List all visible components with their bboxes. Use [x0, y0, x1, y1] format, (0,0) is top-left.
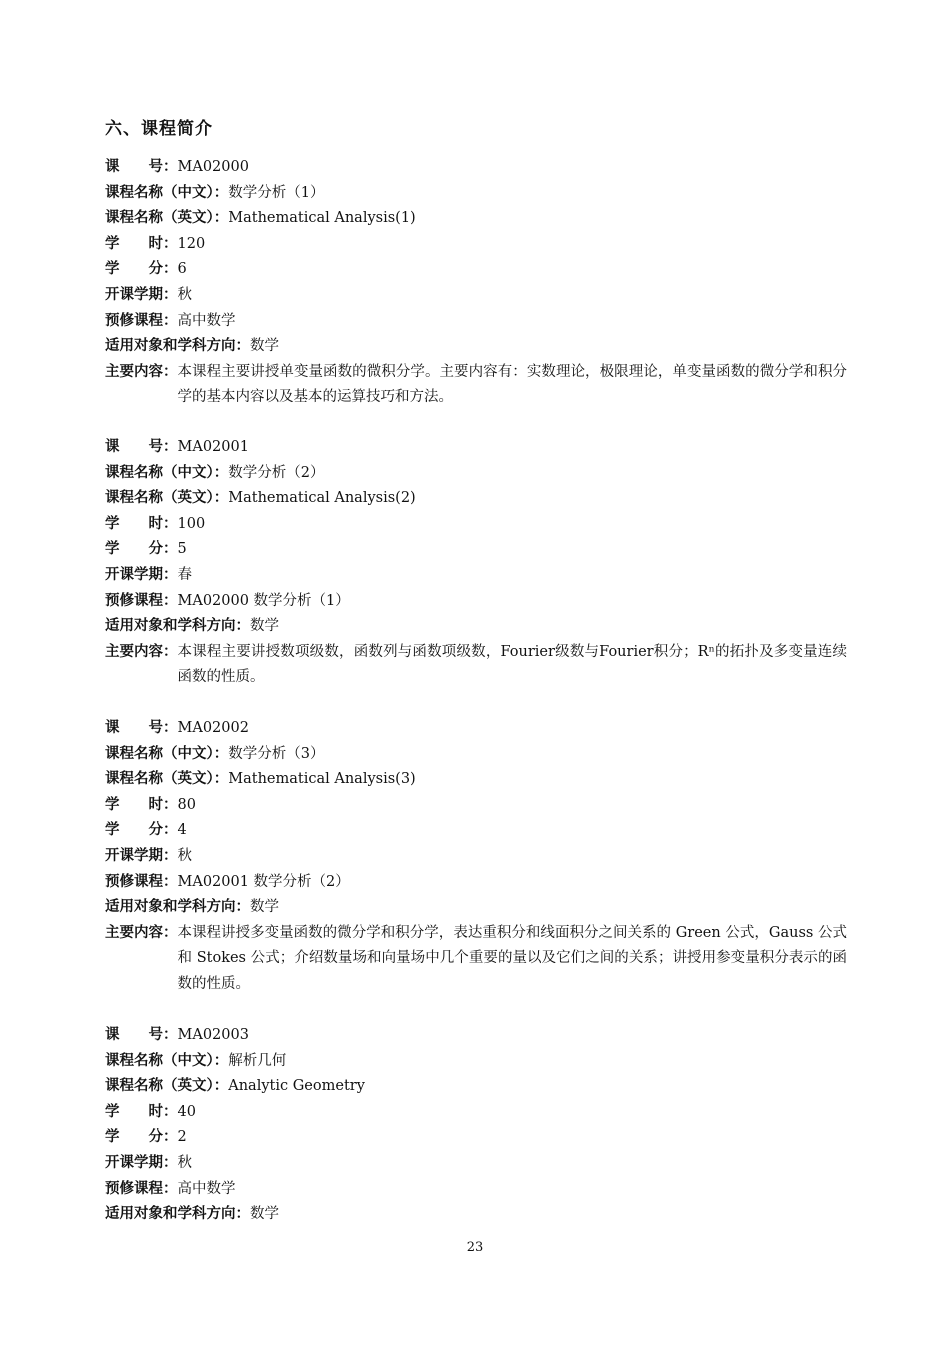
code-label: 课 号： [105, 1027, 178, 1043]
name-cn-label: 课程名称（中文）： [105, 1052, 229, 1069]
course-block [105, 1023, 847, 1228]
course-prereq-line [105, 870, 847, 896]
course-audience: 数学 [250, 338, 279, 355]
course-credits: 4 [177, 822, 187, 839]
course-audience-line [105, 1202, 847, 1228]
hours-label: 学 时： [105, 1103, 178, 1120]
course-prereq-line [105, 589, 847, 615]
course-hours-line [105, 512, 847, 538]
course-prereq-line [105, 309, 847, 335]
course-code-line [105, 155, 847, 181]
course-code: MA02002 [177, 720, 249, 736]
content-label: 主要内容： [105, 643, 178, 660]
course-name-cn: 数学分析（2） [228, 464, 325, 481]
audience-label: 适用对象和学科方向： [105, 338, 250, 355]
course-code-line [105, 716, 847, 742]
course-name-en: Mathematical Analysis(3) [228, 771, 416, 788]
course-content-line [105, 360, 847, 411]
content-label: 主要内容： [105, 363, 178, 380]
course-name-cn-line [105, 181, 847, 207]
course-content-line [105, 921, 847, 998]
course-credits-line [105, 257, 847, 283]
prereq-label: 预修课程： [105, 312, 178, 329]
course-semester-line [105, 563, 847, 589]
semester-label: 开课学期： [105, 1154, 178, 1171]
course-hours: 80 [177, 796, 196, 813]
course-audience: 数学 [250, 618, 279, 635]
course-code-line [105, 1023, 847, 1049]
name-cn-label: 课程名称（中文）： [105, 745, 229, 762]
course-name-cn: 解析几何 [228, 1052, 287, 1069]
course-code: MA02000 [177, 159, 249, 175]
course-name-cn-line [105, 461, 847, 487]
course-prereq: 高中数学 [177, 1180, 236, 1197]
course-semester: 春 [177, 566, 192, 583]
course-name-en: Mathematical Analysis(2) [228, 490, 416, 507]
course-name-en-line [105, 486, 847, 512]
semester-label: 开课学期： [105, 847, 178, 864]
course-credits-line [105, 818, 847, 844]
course-content: 本课程讲授多变量函数的微分学和积分学，表达重积分和线面积分之间关系的 Green 公式，Gauss 公式和 Stokes 公式；介绍数量场和向量场中几个重要的量以及它们之间的关系；讲授用参变量积分表示的函数的性质。 [177, 924, 847, 992]
prereq-label: 预修课程： [105, 592, 178, 609]
course-semester: 秋 [177, 286, 192, 303]
name-en-label: 课程名称（英文）： [105, 1078, 229, 1095]
course-code: MA02001 [177, 439, 249, 455]
course-semester-line [105, 283, 847, 309]
course-hours: 120 [177, 235, 206, 252]
audience-label: 适用对象和学科方向： [105, 1206, 250, 1223]
course-audience: 数学 [250, 1206, 279, 1223]
credits-label: 学 分： [105, 261, 178, 278]
course-name-en: Mathematical Analysis(1) [228, 210, 416, 227]
course-name-cn: 数学分析（1） [228, 184, 325, 201]
course-code: MA02003 [177, 1027, 249, 1043]
course-semester-line [105, 1151, 847, 1177]
page-number: 23 [466, 1240, 484, 1255]
name-en-label: 课程名称（英文）： [105, 210, 229, 227]
course-audience-line [105, 895, 847, 921]
course-name-en-line [105, 206, 847, 232]
audience-label: 适用对象和学科方向： [105, 899, 250, 916]
course-name-en: Analytic Geometry [228, 1078, 365, 1095]
course-block [105, 435, 847, 691]
course-credits-line [105, 1125, 847, 1151]
course-prereq-line [105, 1177, 847, 1203]
course-credits: 2 [177, 1129, 187, 1146]
course-content-line [105, 640, 847, 691]
course-credits: 6 [177, 261, 187, 278]
course-name-cn-line [105, 1049, 847, 1075]
course-hours-line [105, 793, 847, 819]
name-cn-label: 课程名称（中文）： [105, 184, 229, 201]
section-title: 六、课程简介 [105, 119, 213, 139]
code-label: 课 号： [105, 439, 178, 455]
semester-label: 开课学期： [105, 566, 178, 583]
course-hours-line [105, 1100, 847, 1126]
credits-label: 学 分： [105, 1129, 178, 1146]
course-audience: 数学 [250, 899, 279, 916]
semester-label: 开课学期： [105, 286, 178, 303]
course-hours-line [105, 232, 847, 258]
course-name-en-line [105, 1074, 847, 1100]
code-label: 课 号： [105, 159, 178, 175]
hours-label: 学 时： [105, 235, 178, 252]
course-hours: 40 [177, 1103, 196, 1120]
course-semester: 秋 [177, 1154, 192, 1171]
course-audience-line [105, 334, 847, 360]
course-content: 本课程主要讲授单变量函数的微积分学。主要内容有：实数理论，极限理论，单变量函数的微分学和积分学的基本内容以及基本的运算技巧和方法。 [177, 363, 847, 406]
course-semester-line [105, 844, 847, 870]
course-content: 本课程主要讲授数项级数，函数列与函数项级数，Fourier级数与Fourier积分；Rⁿ的拓扑及多变量连续函数的性质。 [177, 643, 847, 686]
course-prereq: 高中数学 [177, 312, 236, 329]
hours-label: 学 时： [105, 796, 178, 813]
name-en-label: 课程名称（英文）： [105, 490, 229, 507]
course-credits: 5 [177, 541, 187, 558]
course-credits-line [105, 537, 847, 563]
course-name-cn-line [105, 742, 847, 768]
credits-label: 学 分： [105, 541, 178, 558]
course-hours: 100 [177, 515, 206, 532]
hours-label: 学 时： [105, 515, 178, 532]
audience-label: 适用对象和学科方向： [105, 618, 250, 635]
course-semester: 秋 [177, 847, 192, 864]
course-block [105, 716, 847, 998]
course-prereq: MA02001 数学分析（2） [177, 873, 350, 890]
course-name-en-line [105, 767, 847, 793]
credits-label: 学 分： [105, 822, 178, 839]
code-label: 课 号： [105, 720, 178, 736]
name-cn-label: 课程名称（中文）： [105, 464, 229, 481]
name-en-label: 课程名称（英文）： [105, 771, 229, 788]
course-code-line [105, 435, 847, 461]
course-prereq: MA02000 数学分析（1） [177, 592, 350, 609]
course-name-cn: 数学分析（3） [228, 745, 325, 762]
course-audience-line [105, 614, 847, 640]
course-block [105, 155, 847, 411]
prereq-label: 预修课程： [105, 873, 178, 890]
prereq-label: 预修课程： [105, 1180, 178, 1197]
content-label: 主要内容： [105, 924, 178, 941]
